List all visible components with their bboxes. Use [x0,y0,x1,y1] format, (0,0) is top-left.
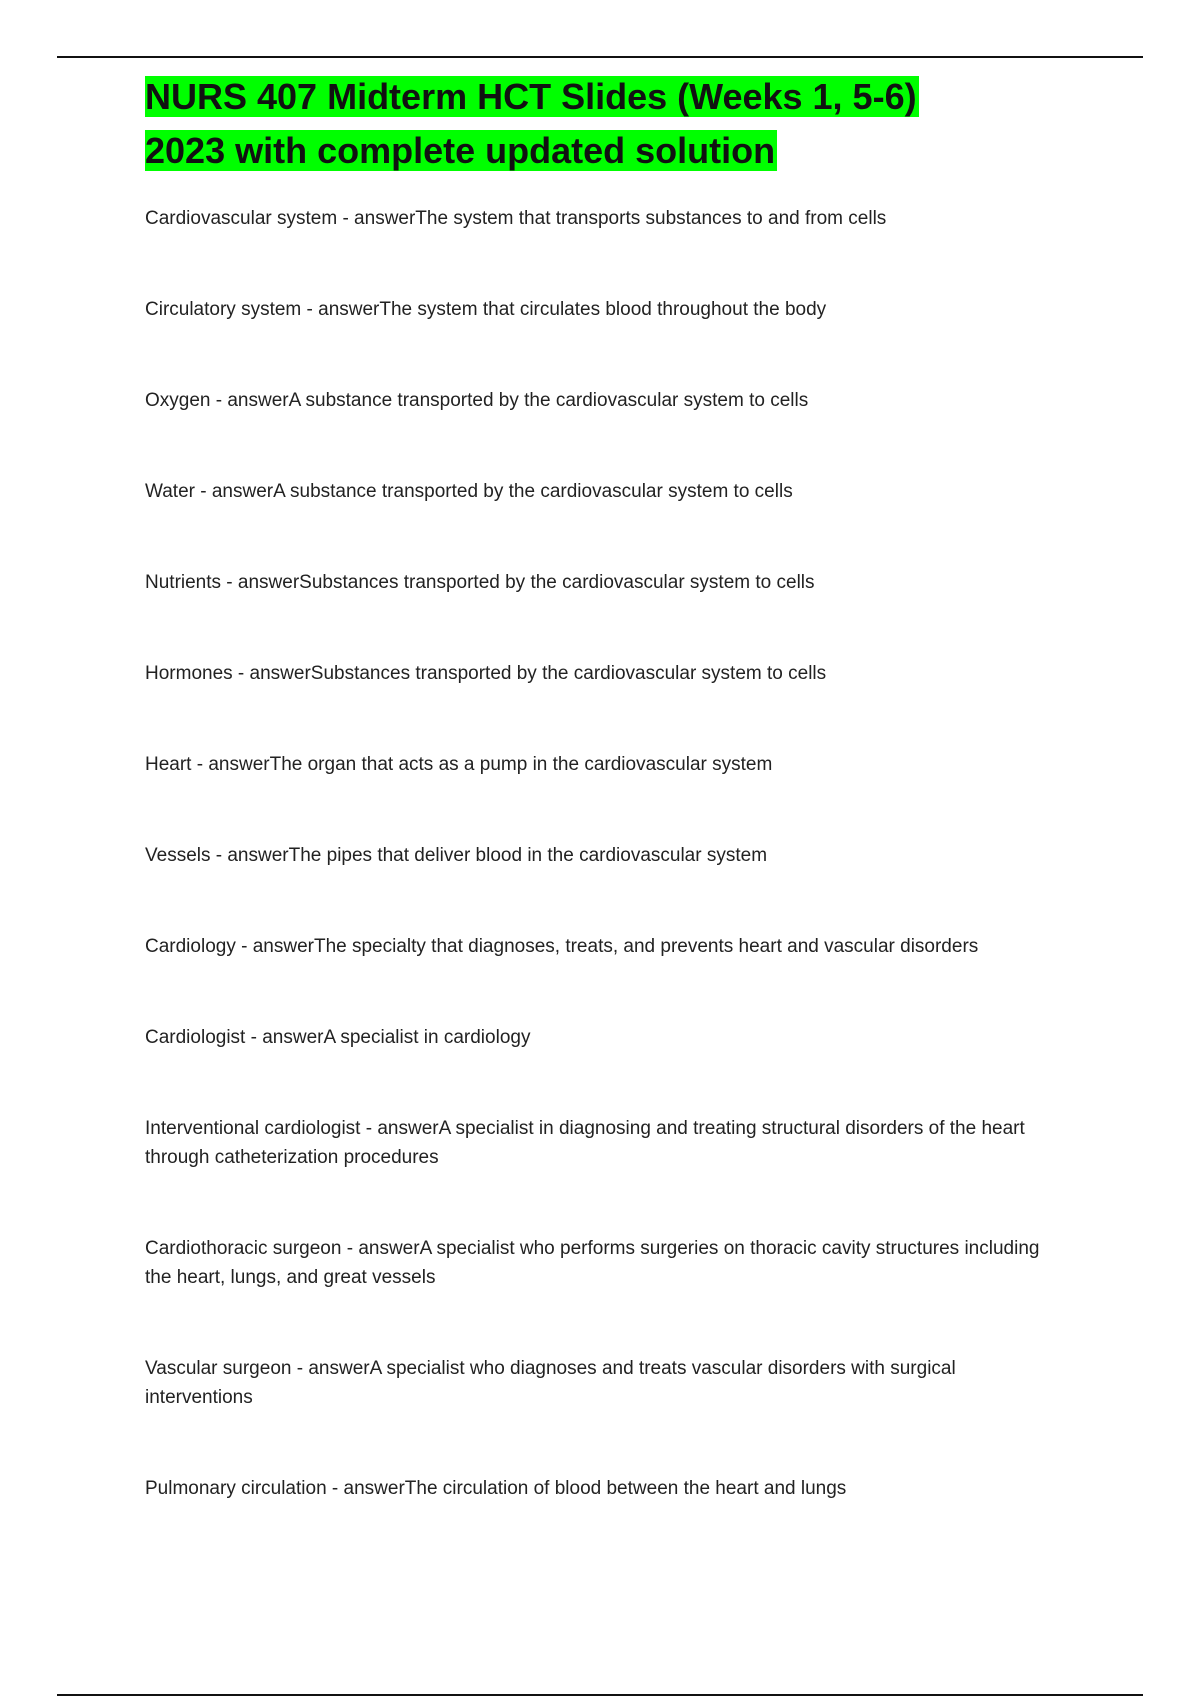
title-line-1: NURS 407 Midterm HCT Slides (Weeks 1, 5-6) [145,76,917,117]
term-entry-vascular-surgeon: Vascular surgeon - answerA specialist who diagnoses and treats vascular disorders with surgical interventions [145,1358,956,1408]
term-entry-oxygen: Oxygen - answerA substance transported by the cardiovascular system to cells [145,390,809,411]
term-entry-water: Water - answerA substance transported by the cardiovascular system to cells [145,481,793,502]
title-line-2: 2023 with complete updated solution [145,130,776,171]
term-entry-cardiology: Cardiology - answerThe specialty that diagnoses, treats, and prevents heart and vascular disorders [145,936,979,957]
term-entry-cardiologist: Cardiologist - answerA specialist in cardiology [145,1027,531,1048]
term-entry-interventional-cardiologist: Interventional cardiologist - answerA specialist in diagnosing and treating structural disorders of the heart through catheterization procedures [145,1118,1025,1168]
term-entry-vessels: Vessels - answerThe pipes that deliver blood in the cardiovascular system [145,845,768,866]
term-entry-nutrients: Nutrients - answerSubstances transported by the cardiovascular system to cells [145,572,815,593]
term-entry-hormones: Hormones - answerSubstances transported by the cardiovascular system to cells [145,663,827,684]
term-entry-cardiovascular-system: Cardiovascular system - answerThe system that transports substances to and from cells [145,208,887,229]
term-entry-cardiothoracic-surgeon: Cardiothoracic surgeon - answerA specialist who performs surgeries on thoracic cavity structures including the heart, lungs, and great vessels [145,1238,1040,1288]
term-entry-heart: Heart - answerThe organ that acts as a pump in the cardiovascular system [145,754,773,775]
term-entry-circulatory-system: Circulatory system - answerThe system that circulates blood throughout the body [145,299,827,320]
document-body [145,70,1065,1565]
term-list [145,204,1065,1503]
top-rule [57,56,1143,58]
bottom-rule [57,1694,1143,1696]
document-title [145,70,1065,178]
term-entry-pulmonary-circulation: Pulmonary circulation - answerThe circulation of blood between the heart and lungs [145,1478,847,1499]
